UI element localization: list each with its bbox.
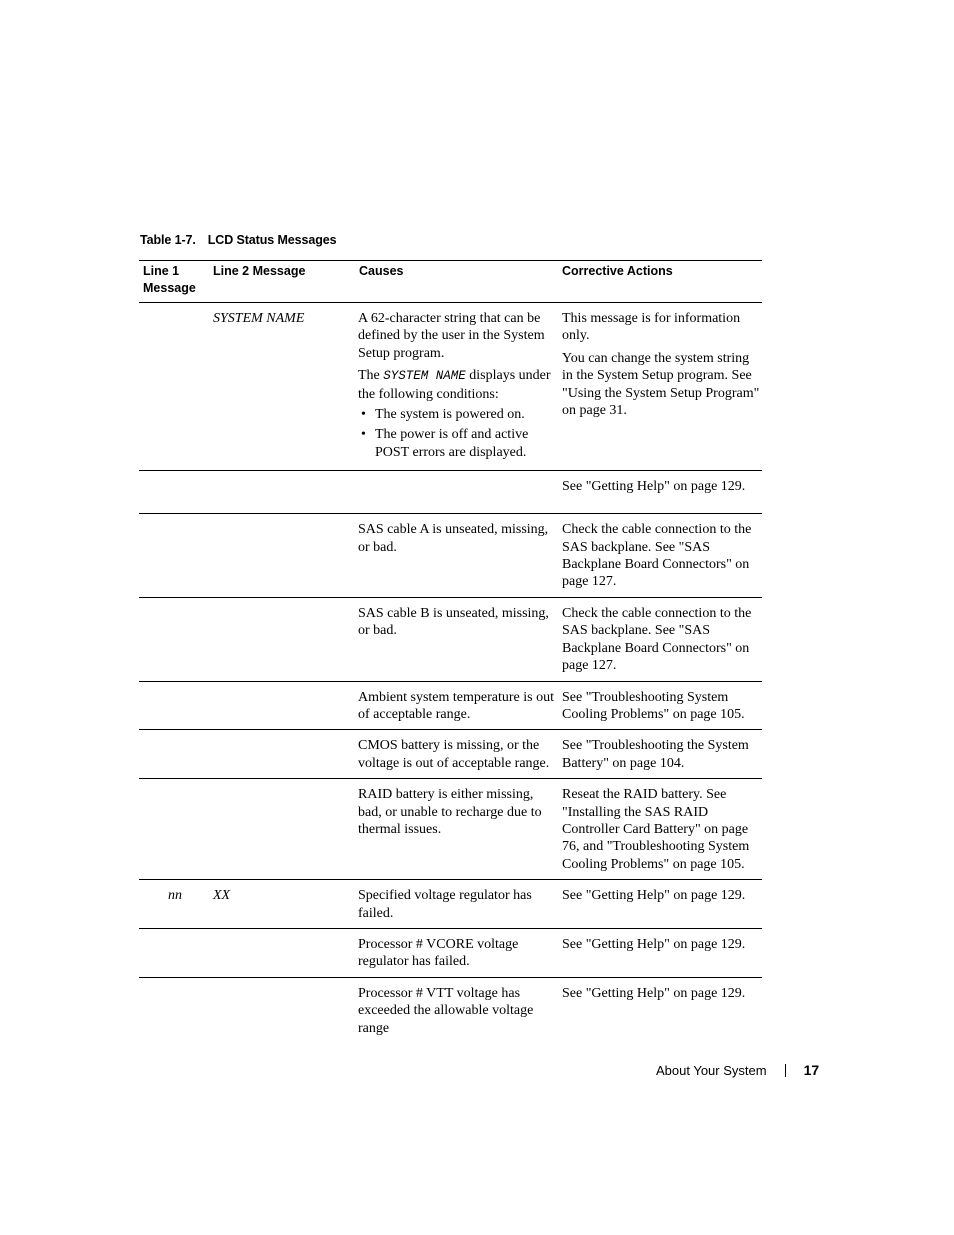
line2-message-cell: SYSTEM NAME — [209, 303, 355, 471]
corrective-actions-cell: See "Getting Help" on page 129. — [562, 985, 746, 1001]
corrective-actions-cell: See "Troubleshooting System Cooling Problems" on page 105. — [558, 681, 762, 730]
lcd-status-messages-table — [139, 260, 762, 1043]
line2-message-cell — [209, 779, 355, 880]
causes-cell: Processor # VCORE voltage regulator has failed. — [355, 928, 558, 977]
corrective-actions-cell: Check the cable connection to the SAS backplane. See "SAS Backplane Board Connectors" on page 127. — [558, 514, 762, 598]
line1-message-cell: nn — [139, 880, 209, 929]
line2-message-cell — [209, 730, 355, 779]
page-number: 17 — [803, 1062, 820, 1078]
footer-divider — [785, 1064, 786, 1077]
page-footer — [656, 1062, 819, 1078]
corrective-actions-cell — [558, 303, 762, 471]
table-row — [139, 681, 762, 730]
line1-message-cell — [139, 730, 209, 779]
table-row — [139, 880, 762, 929]
list-item-text: The system is powered on. — [375, 407, 525, 423]
actions-paragraph: You can change the system string in the System Setup program. See "Using the System Setup Program" on page 31. — [562, 350, 760, 419]
table-caption — [140, 233, 336, 247]
line2-message-cell — [209, 681, 355, 730]
line2-message-cell — [209, 597, 355, 681]
causes-paragraph: A 62-character string that can be defined by the user in the System Setup program. — [358, 311, 545, 361]
table-row — [139, 471, 762, 514]
line1-message-cell — [139, 977, 209, 1043]
line2-message-cell — [209, 471, 355, 514]
conditions-list — [358, 406, 557, 461]
causes-cell — [355, 471, 558, 514]
line1-message-cell — [139, 471, 209, 514]
table-row — [139, 928, 762, 977]
table-row — [139, 514, 762, 598]
corrective-actions-cell: Check the cable connection to the SAS backplane. See "SAS Backplane Board Connectors" on page 127. — [558, 597, 762, 681]
header-line2-message: Line 2 Message — [209, 261, 355, 303]
causes-cell: Specified voltage regulator has failed. — [355, 880, 558, 929]
table-row — [139, 779, 762, 880]
table-row — [139, 977, 762, 1043]
line1-message-cell — [139, 779, 209, 880]
causes-cell: SAS cable A is unseated, missing, or bad. — [355, 514, 558, 598]
line1-message-cell — [139, 597, 209, 681]
table-row — [139, 303, 762, 471]
causes-cell: SAS cable B is unseated, missing, or bad. — [355, 597, 558, 681]
header-causes: Causes — [355, 261, 558, 303]
list-item — [358, 406, 557, 423]
header-line1-message: Line 1 Message — [139, 261, 209, 303]
table-row — [139, 730, 762, 779]
list-item-text: The power is off and active POST errors are displayed. — [375, 427, 529, 460]
line1-message-cell — [139, 514, 209, 598]
actions-paragraph: This message is for information only. — [562, 311, 741, 344]
line2-message-cell — [209, 977, 355, 1043]
table-row — [139, 597, 762, 681]
table-header-row — [139, 261, 762, 303]
line2-message-cell: XX — [209, 880, 355, 929]
footer-section-title: About Your System — [656, 1063, 767, 1078]
corrective-actions-cell: Reseat the RAID battery. See "Installing the SAS RAID Controller Card Battery" on page 76, and "Troubleshooting System Cooling Problems" on page 105. — [558, 779, 762, 880]
causes-cell: Processor # VTT voltage has exceeded the allowable voltage range — [358, 985, 534, 1036]
corrective-actions-cell: See "Troubleshooting the System Battery" on page 104. — [558, 730, 762, 779]
corrective-actions-cell: See "Getting Help" on page 129. — [558, 928, 762, 977]
inline-code: SYSTEM NAME — [383, 369, 466, 384]
causes-text: displays under the following conditions: — [358, 368, 551, 402]
line2-message-cell — [209, 514, 355, 598]
causes-cell: RAID battery is either missing, bad, or unable to recharge due to thermal issues. — [355, 779, 558, 880]
bullet-icon: • — [361, 407, 366, 423]
header-corrective-actions: Corrective Actions — [558, 261, 762, 303]
bullet-icon: • — [361, 427, 366, 443]
line1-message-cell — [139, 303, 209, 471]
line2-message-cell — [209, 928, 355, 977]
corrective-actions-cell: See "Getting Help" on page 129. — [558, 471, 762, 514]
table-number: Table 1-7. — [140, 233, 196, 247]
table-title: LCD Status Messages — [207, 233, 337, 247]
list-item — [358, 426, 557, 461]
causes-cell: Ambient system temperature is out of acceptable range. — [355, 681, 558, 730]
line1-message-cell — [139, 928, 209, 977]
causes-paragraph — [358, 367, 557, 403]
line1-message-cell — [139, 681, 209, 730]
causes-cell: CMOS battery is missing, or the voltage is out of acceptable range. — [355, 730, 558, 779]
causes-text: The — [358, 368, 384, 384]
causes-cell — [355, 303, 558, 471]
corrective-actions-cell: See "Getting Help" on page 129. — [558, 880, 762, 929]
